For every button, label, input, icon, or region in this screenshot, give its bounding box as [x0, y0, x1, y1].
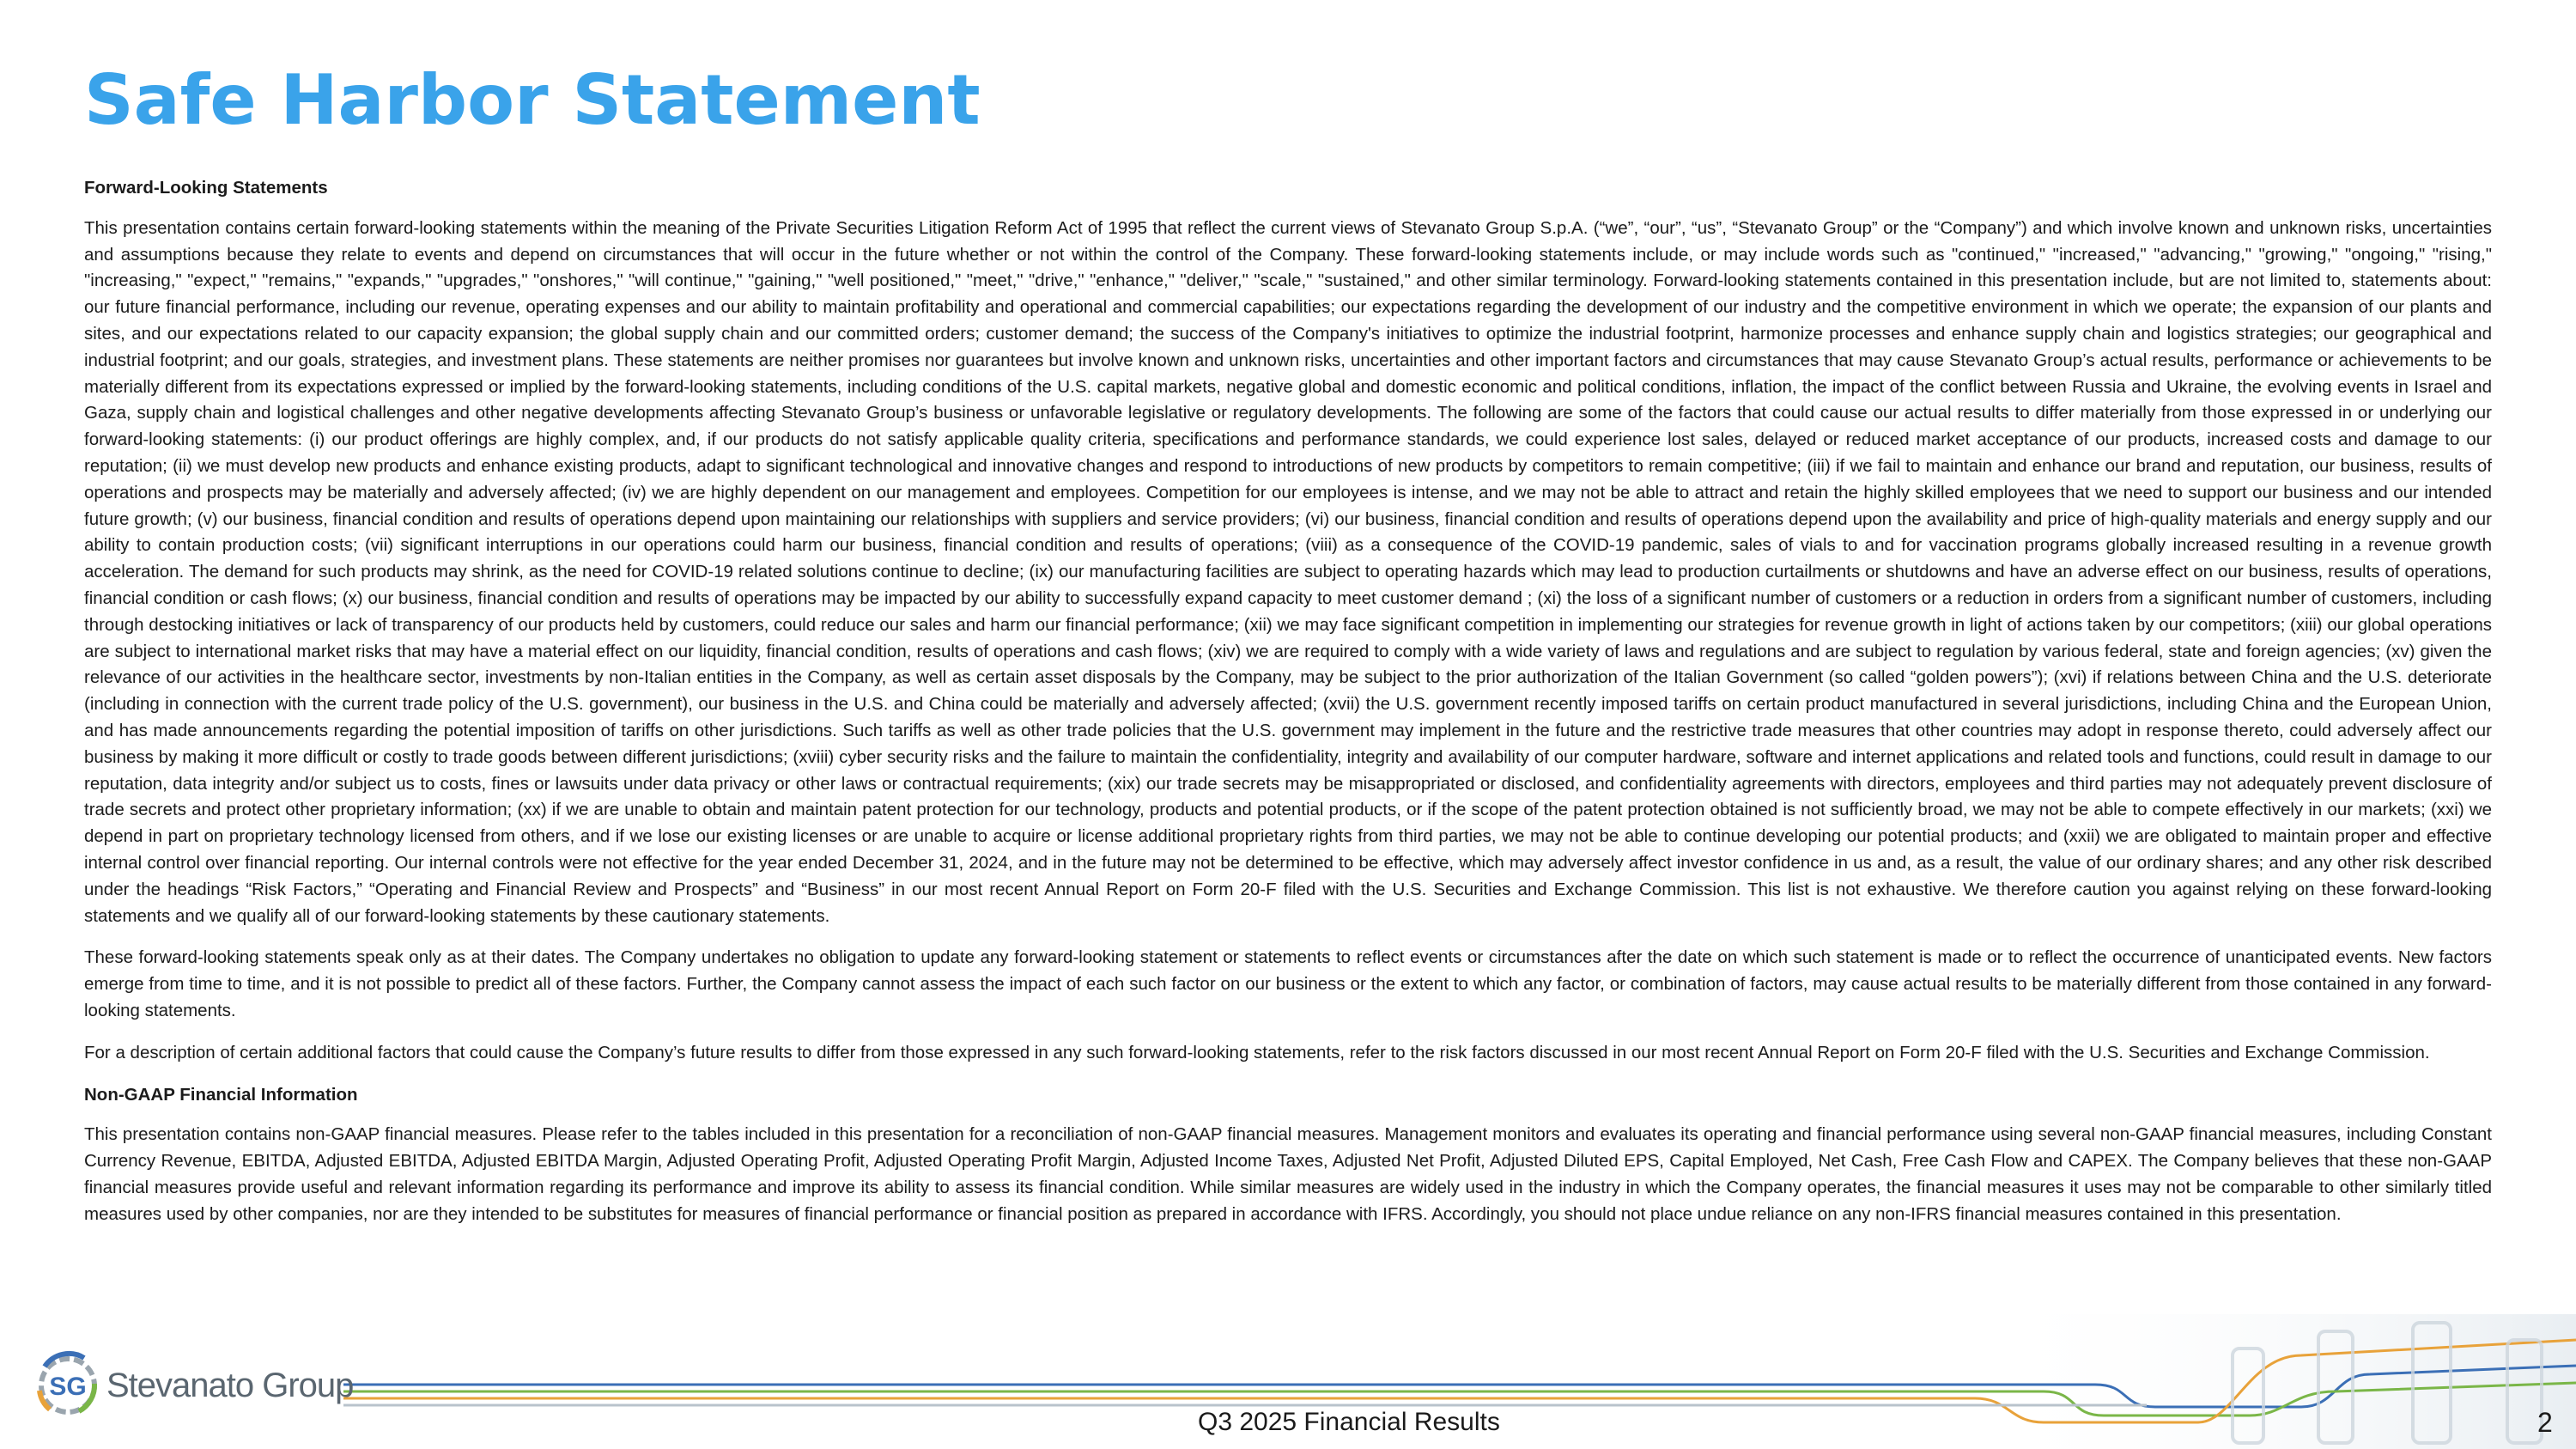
stevanato-logo-icon	[34, 1349, 101, 1422]
paragraph-forward-looking: This presentation contains certain forward-looking statements within the meaning of the Private Securities Litigation Reform Act of 1995 that reflect the current views of Stevanato Group S.p.A. (“we”, “our”, “us”, “Stevanato Group” or the “Company”) and which involve known and unknown risks, uncertainties and assumptions because they relate to events and depend on circumstances that will occur in the future whether or not within the control of the Company. These forward-looking statements include, or may include words such as "continued," "increased," "advancing," "growing," "ongoing," "rising," "increasing," "expect," "remains," "expands," "upgrades," "onshores," "will continue," "gaining," "well positioned," "meet," "drive," "enhance," "deliver," "scale," "sustained," and other similar terminology. Forward-looking statements contained in this presentation include, but are not limited to, statements about: our future financial performance, including our revenue, operating expenses and our ability to maintain profitability and operational and commercial capabilities; our expectations regarding the development of our industry and the competitive environment in which we operate; the expansion of our plants and sites, and our expectations related to our capacity expansion; the global supply chain and our committed orders; customer demand; the success of the Company's initiatives to optimize the industrial footprint, harmonize processes and enhance supply chain and logistics strategies; our geographical and industrial footprint; and our goals, strategies, and investment plans. These statements are neither promises nor guarantees but involve known and unknown risks, uncertainties and other important factors and circumstances that may cause Stevanato Group’s actual results, performance or achievements to be materially different from its expectations expressed or implied by the forward-looking statements, including conditions of the U.S. capital markets, negative global and domestic economic and political conditions, inflation, the impact of the conflict between Russia and Ukraine, the evolving events in Israel and Gaza, supply chain and logistical challenges and other negative developments affecting Stevanato Group’s business or unfavorable legislative or regulatory developments. The following are some of the factors that could cause our actual results to differ materially from those expressed in or underlying our forward-looking statements: (i) our product offerings are highly complex, and, if our products do not satisfy applicable quality criteria, specifications and performance standards, we could experience lost sales, delayed or reduced market acceptance of our products, increased costs and damage to our reputation; (ii) we must develop new products and enhance existing products, adapt to significant technological and innovative changes and respond to introductions of new products by competitors to remain competitive; (iii) if we fail to maintain and enhance our brand and reputation, our business, results of operations and prospects may be materially and adversely affected; (iv) we are highly dependent on our management and employees. Competition for our employees is intense, and we may not be able to attract and retain the highly skilled employees that we need to support our business and our intended future growth; (v) our business, financial condition and results of operations depend upon maintaining our relationships with suppliers and service providers; (vi) our business, financial condition and results of operations depend upon the availability and price of high-quality materials and energy supply and our ability to contain production costs; (vii) significant interruptions in our operations could harm our business, financial condition and results of operations; (viii) as a consequence of the COVID-19 pandemic, sales of vials to and for vaccination programs globally increased resulting in a revenue growth acceleration. The demand for such products may shrink, as the need for COVID-19 related solutions continue to decline; (ix) our manufacturing facilities are subject to operating hazards which may lead to production curtailments or shutdowns and have an adverse effect on our business, results of operations, financial condition or cash flows; (x) our business, financial condition and results of operations may be impacted by our ability to successfully expand capacity to meet customer demand ; (xi) the loss of a significant number of customers or a reduction in orders from a significant number of customers, including through destocking initiatives or lack of transparency of our products held by customers, could reduce our sales and harm our financial performance; (xii) we may face significant competition in implementing our strategies for revenue growth in light of actions taken by our competitors; (xiii) our global operations are subject to international market risks that may have a material effect on our liquidity, financial condition, results of operations and cash flows; (xiv) we are required to comply with a wide variety of laws and regulations and are subject to regulation by various federal, state and foreign agencies; (xv) given the relevance of our activities in the healthcare sector, investments by non-Italian entities in the Company, as well as certain asset disposals by the Company, may be subject to the prior authorization of the Italian Government (so called “golden powers”); (xvi) if relations between China and the U.S. deteriorate (including in connection with the current trade policy of the U.S. government), our business in the U.S. and China could be materially and adversely affected; (xvii) the U.S. government recently imposed tariffs on certain product manufactured in several jurisdictions, including China and the European Union, and has made announcements regarding the potential imposition of tariffs on other jurisdictions. Such tariffs as well as other trade policies that the U.S. government may implement in the future and the restrictive trade measures that other countries may adopt in response thereto, could adversely affect our business by making it more difficult or costly to trade goods between different jurisdictions; (xviii) cyber security risks and the failure to maintain the confidentiality, integrity and availability of our computer hardware, software and internet applications and related tools and functions, could result in damage to our reputation, data integrity and/or subject us to costs, fines or lawsuits under data privacy or other laws or contractual requirements; (xix) our trade secrets may be misappropriated or disclosed, and confidentiality agreements with directors, employees and third parties may not adequately prevent disclosure of trade secrets and protect other proprietary information; (xx) if we are unable to obtain and maintain patent protection for our technology, products and potential products, or if the scope of the patent protection obtained is not sufficiently broad, we may not be able to compete effectively in our markets; (xxi) we depend in part on proprietary technology licensed from others, and if we lose our existing licenses or are unable to acquire or license additional proprietary rights from third parties, we may not be able to continue developing our potential products; and (xxii) we are obligated to maintain proper and effective internal control over financial reporting. Our internal controls were not effective for the year ended December 31, 2024, and in the future may not be determined to be effective, which may adversely affect investor confidence in us and, as a result, the value of our ordinary shares; and any other risk described under the headings “Risk Factors,” “Operating and Financial Review and Prospects” and “Business” in our most recent Annual Report on Form 20-F filed with the U.S. Securities and Exchange Commission. This list is not exhaustive. We therefore caution you against relying on these forward-looking statements and we qualify all of our forward-looking statements by these cautionary statements.	[84, 217, 2492, 926]
section-heading-non-gaap: Non-GAAP Financial Information	[84, 1084, 358, 1105]
logo-mark-text: SG	[49, 1373, 87, 1401]
footer-background-fade	[1975, 1314, 2576, 1449]
paragraph-dates: These forward-looking statements speak only as at their dates. The Company undertakes no obligation to update any forward-looking statement or statements to reflect events or circumstances after the date on which such statement is made or to reflect the occurrence of unanticipated events. New factors emerge from time to time, and it is not possible to predict all of these factors. Further, the Company cannot assess the impact of each such factor on our business or the extent to which any factor, or combination of factors, may cause actual results to be materially different from those contained in any forward-looking statements.	[84, 947, 2492, 1020]
paragraph-risk-factors: For a description of certain additional factors that could cause the Company’s future results to differ from those expressed in any such forward-looking statements, refer to the risk factors discussed in our most recent Annual Report on Form 20-F filed with the U.S. Securities and Exchange Commission.	[84, 1042, 2430, 1062]
company-logo	[34, 1347, 353, 1424]
page-title: Safe Harbor Statement	[84, 60, 981, 140]
footer-caption: Q3 2025 Financial Results	[1198, 1408, 1500, 1436]
section-heading-forward-looking: Forward-Looking Statements	[84, 178, 328, 198]
logo-text: Stevanato Group	[106, 1366, 354, 1404]
paragraph-non-gaap: This presentation contains non-GAAP financial measures. Please refer to the tables included in this presentation for a reconciliation of non-GAAP financial measures. Management monitors and evaluates its operating and financial performance using several non-GAAP financial measures, including Constant Currency Revenue, EBITDA, Adjusted EBITDA, Adjusted EBITDA Margin, Adjusted Operating Profit, Adjusted Operating Profit Margin, Adjusted Income Taxes, Adjusted Net Profit, Adjusted Diluted EPS, Capital Employed, Net Cash, Free Cash Flow and CAPEX. The Company believes that these non-GAAP financial measures provide useful and relevant information regarding its performance and improve its ability to assess its financial condition. While similar measures are widely used in the industry in which the Company operates, the financial measures it uses may not be comparable to other similarly titled measures used by other companies, nor are they intended to be substitutes for measures of financial performance or financial position as prepared in accordance with IFRS. Accordingly, you should not place undue reliance on any non-IFRS financial measures contained in this presentation.	[84, 1124, 2492, 1224]
disclaimer-body	[84, 175, 2492, 1243]
page-number: 2	[2537, 1407, 2553, 1438]
